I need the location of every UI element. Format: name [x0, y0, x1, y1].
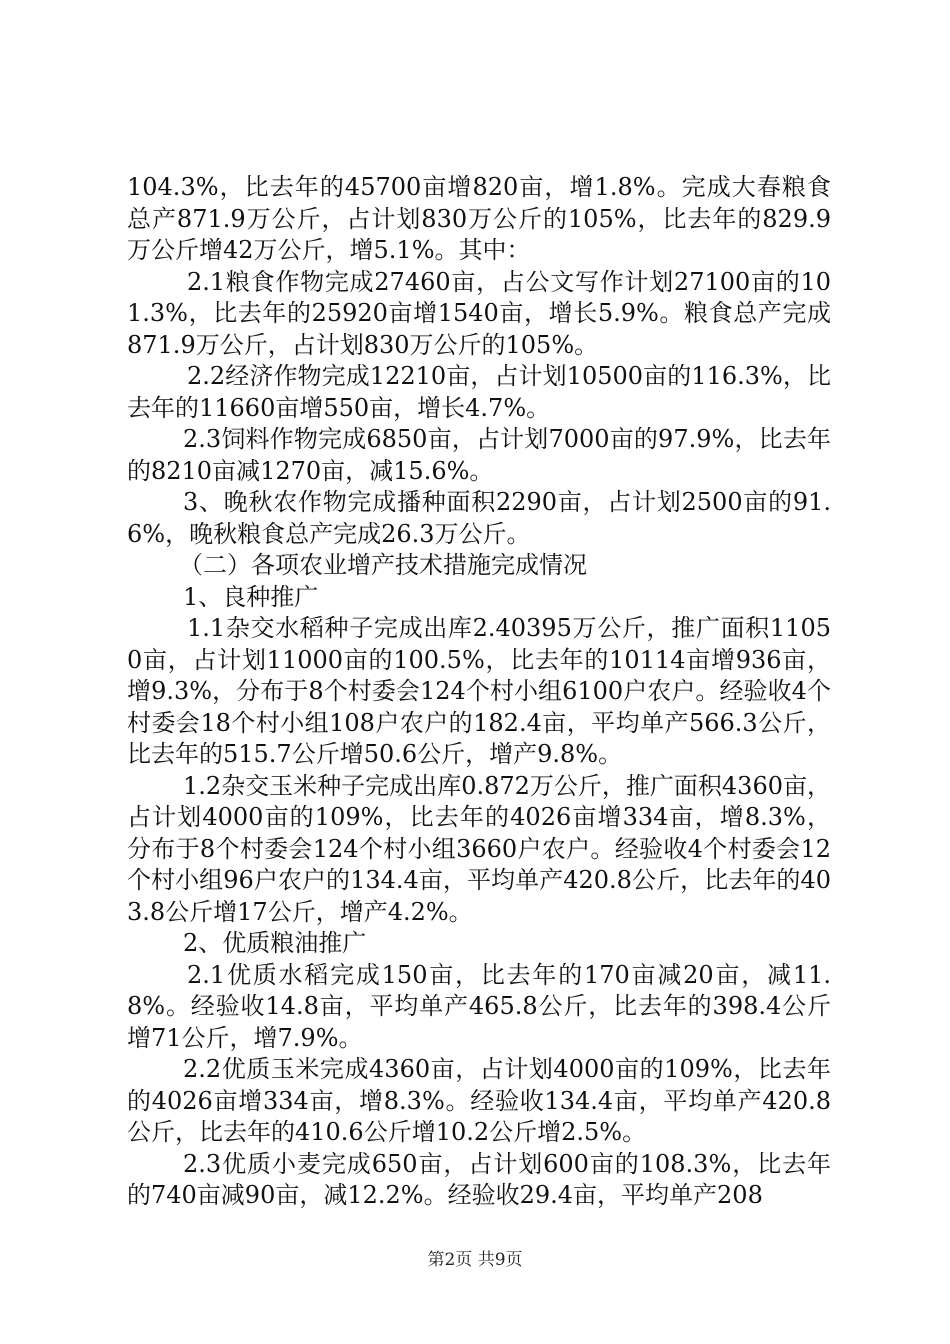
- paragraph-grain-crops: 2.1粮食作物完成27460亩，占公文写作计划27100亩的101.3%，比去年的25920亩增1540亩，增长5.9%。粮食总产完成871.9万公斤，占计划830万公斤的105%。: [127, 267, 831, 359]
- paragraph-late-autumn-crops: 3、晚秋农作物完成播种面积2290亩，占计划2500亩的91.6%，晚秋粮食总产完成26.3万公斤。: [127, 488, 831, 548]
- subheading-seed-promotion: 1、良种推广: [183, 582, 319, 611]
- paragraph-continuation: 104.3%，比去年的45700亩增820亩，增1.8%。完成大春粮食总产871.9万公斤，占计划830万公斤的105%，比去年的829.9万公斤增42万公斤，增5.1%。其中：: [127, 173, 831, 264]
- page-footer: 第2页 共9页: [427, 1250, 523, 1270]
- paragraph-quality-wheat: 2.3优质小麦完成650亩，占计划600亩的108.3%，比去年的740亩减90亩，减12.2%。经验收29.4亩，平均单产208: [127, 1149, 831, 1209]
- document-body: [127, 172, 831, 1212]
- paragraph-feed-crops: 2.3饲料作物完成6850亩，占计划7000亩的97.9%，比去年的8210亩减1270亩，减15.6%。: [127, 425, 831, 485]
- paragraph-cash-crops: 2.2经济作物完成12210亩，占计划10500亩的116.3%，比去年的11660亩增550亩，增长4.7%。: [127, 362, 831, 422]
- paragraph-hybrid-corn: 1.2杂交玉米种子完成出库0.872万公斤，推广面积4360亩，占计划4000亩的109%，比去年的4026亩增334亩，增8.3%，分布于8个村委会124个村小组3660户农户。经验收4个村委会12个村小组96户农户的134.4亩，平均单产420.8公斤，比去年的403.8公斤增17公斤，增产4.2%。: [127, 771, 831, 926]
- paragraph-quality-corn: 2.2优质玉米完成4360亩，占计划4000亩的109%，比去年的4026亩增334亩，增8.3%。经验收134.4亩，平均单产420.8公斤，比去年的410.6公斤增10.2公斤增2.5%。: [127, 1055, 831, 1146]
- paragraph-hybrid-rice: 1.1杂交水稻种子完成出库2.40395万公斤，推广面积11050亩，占计划11000亩的100.5%，比去年的10114亩增936亩，增9.3%，分布于8个村委会124个村小组6100户农户。经验收4个村委会18个村小组108户农户的182.4亩，平均单产566.3公斤，比去年的515.7公斤增50.6公斤，增产9.8%。: [127, 614, 831, 768]
- paragraph-quality-rice: 2.1优质水稻完成150亩，比去年的170亩减20亩，减11.8%。经验收14.8亩，平均单产465.8公斤，比去年的398.4公斤增71公斤，增7.9%。: [127, 960, 831, 1052]
- subheading-quality-grain: 2、优质粮油推广: [183, 929, 367, 957]
- section-heading-techniques: （二）各项农业增产技术措施完成情况: [179, 551, 587, 579]
